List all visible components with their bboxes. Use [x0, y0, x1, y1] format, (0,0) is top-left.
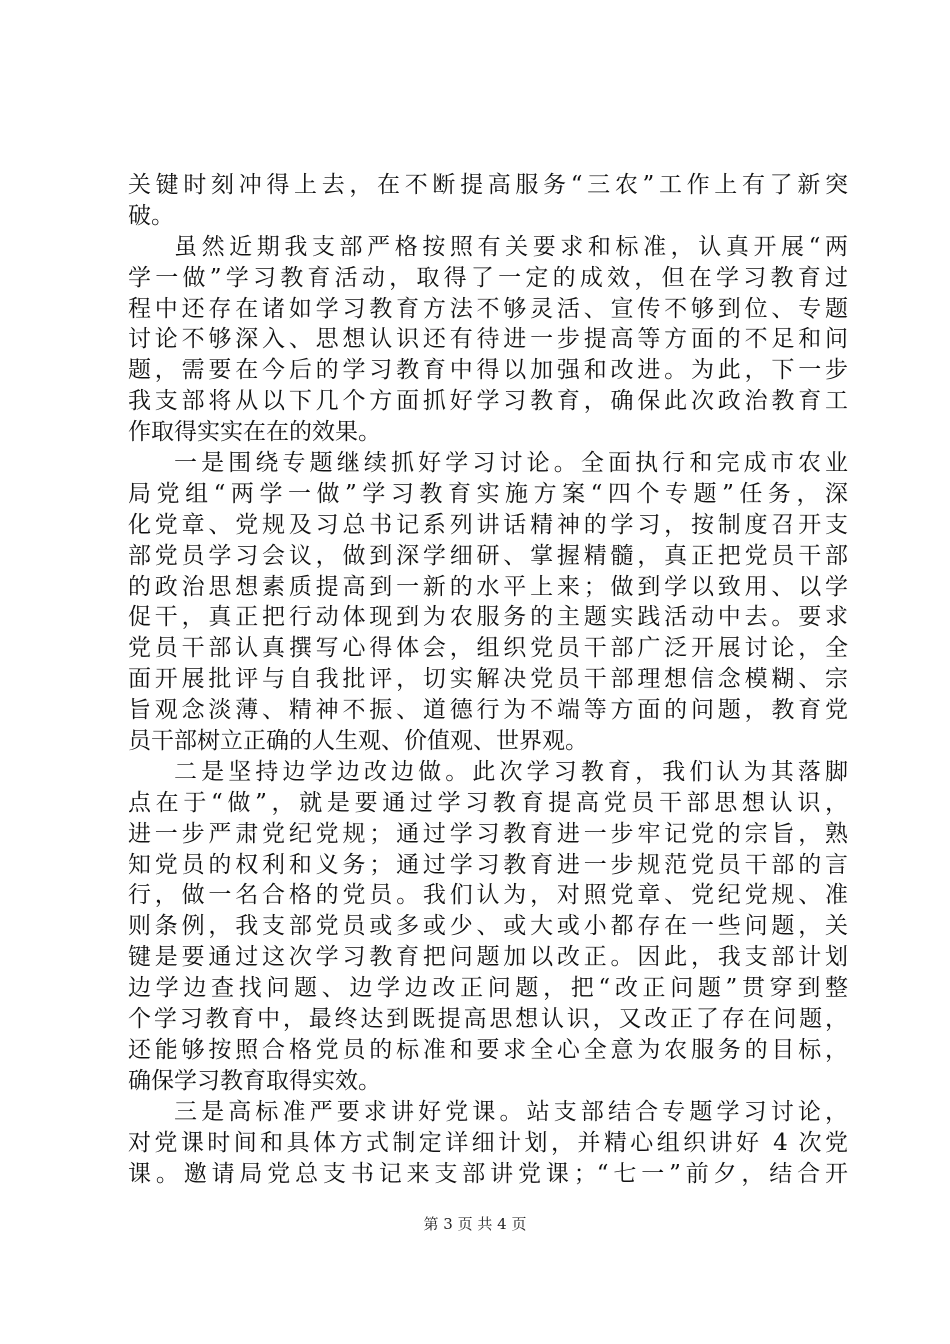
text-line: 还能够按照合格党员的标准和要求全心全意为农服务的目标， — [128, 1036, 848, 1063]
paragraph — [128, 232, 848, 448]
paragraph — [128, 170, 848, 232]
text-line: 个学习教育中，最终达到既提高思想认识，又改正了存在问题， — [128, 1006, 848, 1033]
text-line: 虽然近期我支部严格按照有关要求和标准，认真开展“两 — [174, 233, 848, 260]
text-line: 旨观念淡薄、精神不振、道德行为不端等方面的问题，教育党 — [128, 697, 848, 724]
text-line: 我支部将从以下几个方面抓好学习教育，确保此次政治教育工 — [128, 388, 848, 415]
text-line: 学一做”学习教育活动，取得了一定的成效，但在学习教育过 — [128, 264, 848, 291]
text-line: 课。邀请局党总支书记来支部讲党课；“七一”前夕，结合开 — [128, 1160, 848, 1187]
text-line: 键是要通过这次学习教育把问题加以改正。因此，我支部计划 — [128, 944, 848, 971]
text-line: 行，做一名合格的党员。我们认为，对照党章、党纪党规、准 — [128, 882, 848, 909]
text-line: 作取得实实在在的效果。 — [128, 419, 381, 446]
paragraph — [128, 1097, 848, 1190]
text-line: 知党员的权利和义务；通过学习教育进一步规范党员干部的言 — [128, 851, 848, 878]
paragraph — [128, 448, 848, 757]
text-line: 促干，真正把行动体现到为农服务的主题实践活动中去。要求 — [128, 604, 848, 631]
text-line: 关键时刻冲得上去，在不断提高服务“三农”工作上有了新突 — [128, 172, 848, 198]
text-line: 进一步严肃党纪党规；通过学习教育进一步牢记党的宗旨，熟 — [128, 820, 848, 847]
text-line: 二是坚持边学边改边做。此次学习教育，我们认为其落脚 — [174, 758, 848, 785]
text-line: 一是围绕专题继续抓好学习讨论。全面执行和完成市农业 — [174, 450, 848, 477]
text-line: 党员干部认真撰写心得体会，组织党员干部广泛开展讨论，全 — [128, 635, 848, 662]
text-line: 局党组“两学一做”学习教育实施方案“四个专题”任务，深 — [128, 480, 848, 507]
text-line: 讨论不够深入、思想认识还有待进一步提高等方面的不足和问 — [128, 326, 848, 353]
text-line: 点在于“做”，就是要通过学习教育提高党员干部思想认识， — [128, 789, 848, 816]
text-line: 则条例，我支部党员或多或少、或大或小都存在一些问题，关 — [128, 913, 848, 940]
paragraph — [128, 757, 848, 1097]
text-line: 员干部树立正确的人生观、价值观、世界观。 — [128, 728, 588, 755]
text-line: 部党员学习会议，做到深学细研、掌握精髓，真正把党员干部 — [128, 542, 848, 569]
text-line: 破。 — [128, 202, 174, 229]
page-footer: 第 3 页 共 4 页 — [423, 1215, 527, 1233]
text-line: 面开展批评与自我批评，切实解决党员干部理想信念模糊、宗 — [128, 666, 848, 693]
text-line: 三是高标准严要求讲好党课。站支部结合专题学习讨论， — [174, 1098, 848, 1125]
text-line: 化党章、党规及习总书记系列讲话精神的学习，按制度召开支 — [128, 511, 848, 538]
text-line: 确保学习教育取得实效。 — [128, 1067, 381, 1094]
text-line: 题，需要在今后的学习教育中得以加强和改进。为此，下一步 — [128, 357, 848, 384]
text-line: 边学边查找问题、边学边改正问题，把“改正问题”贯穿到整 — [128, 975, 848, 1002]
text-line: 对党课时间和具体方式制定详细计划，并精心组织讲好 4 次党 — [128, 1129, 848, 1156]
text-line: 的政治思想素质提高到一新的水平上来；做到学以致用、以学 — [128, 573, 848, 600]
text-line: 程中还存在诸如学习教育方法不够灵活、宣传不够到位、专题 — [128, 295, 848, 322]
document-body — [128, 170, 848, 1189]
